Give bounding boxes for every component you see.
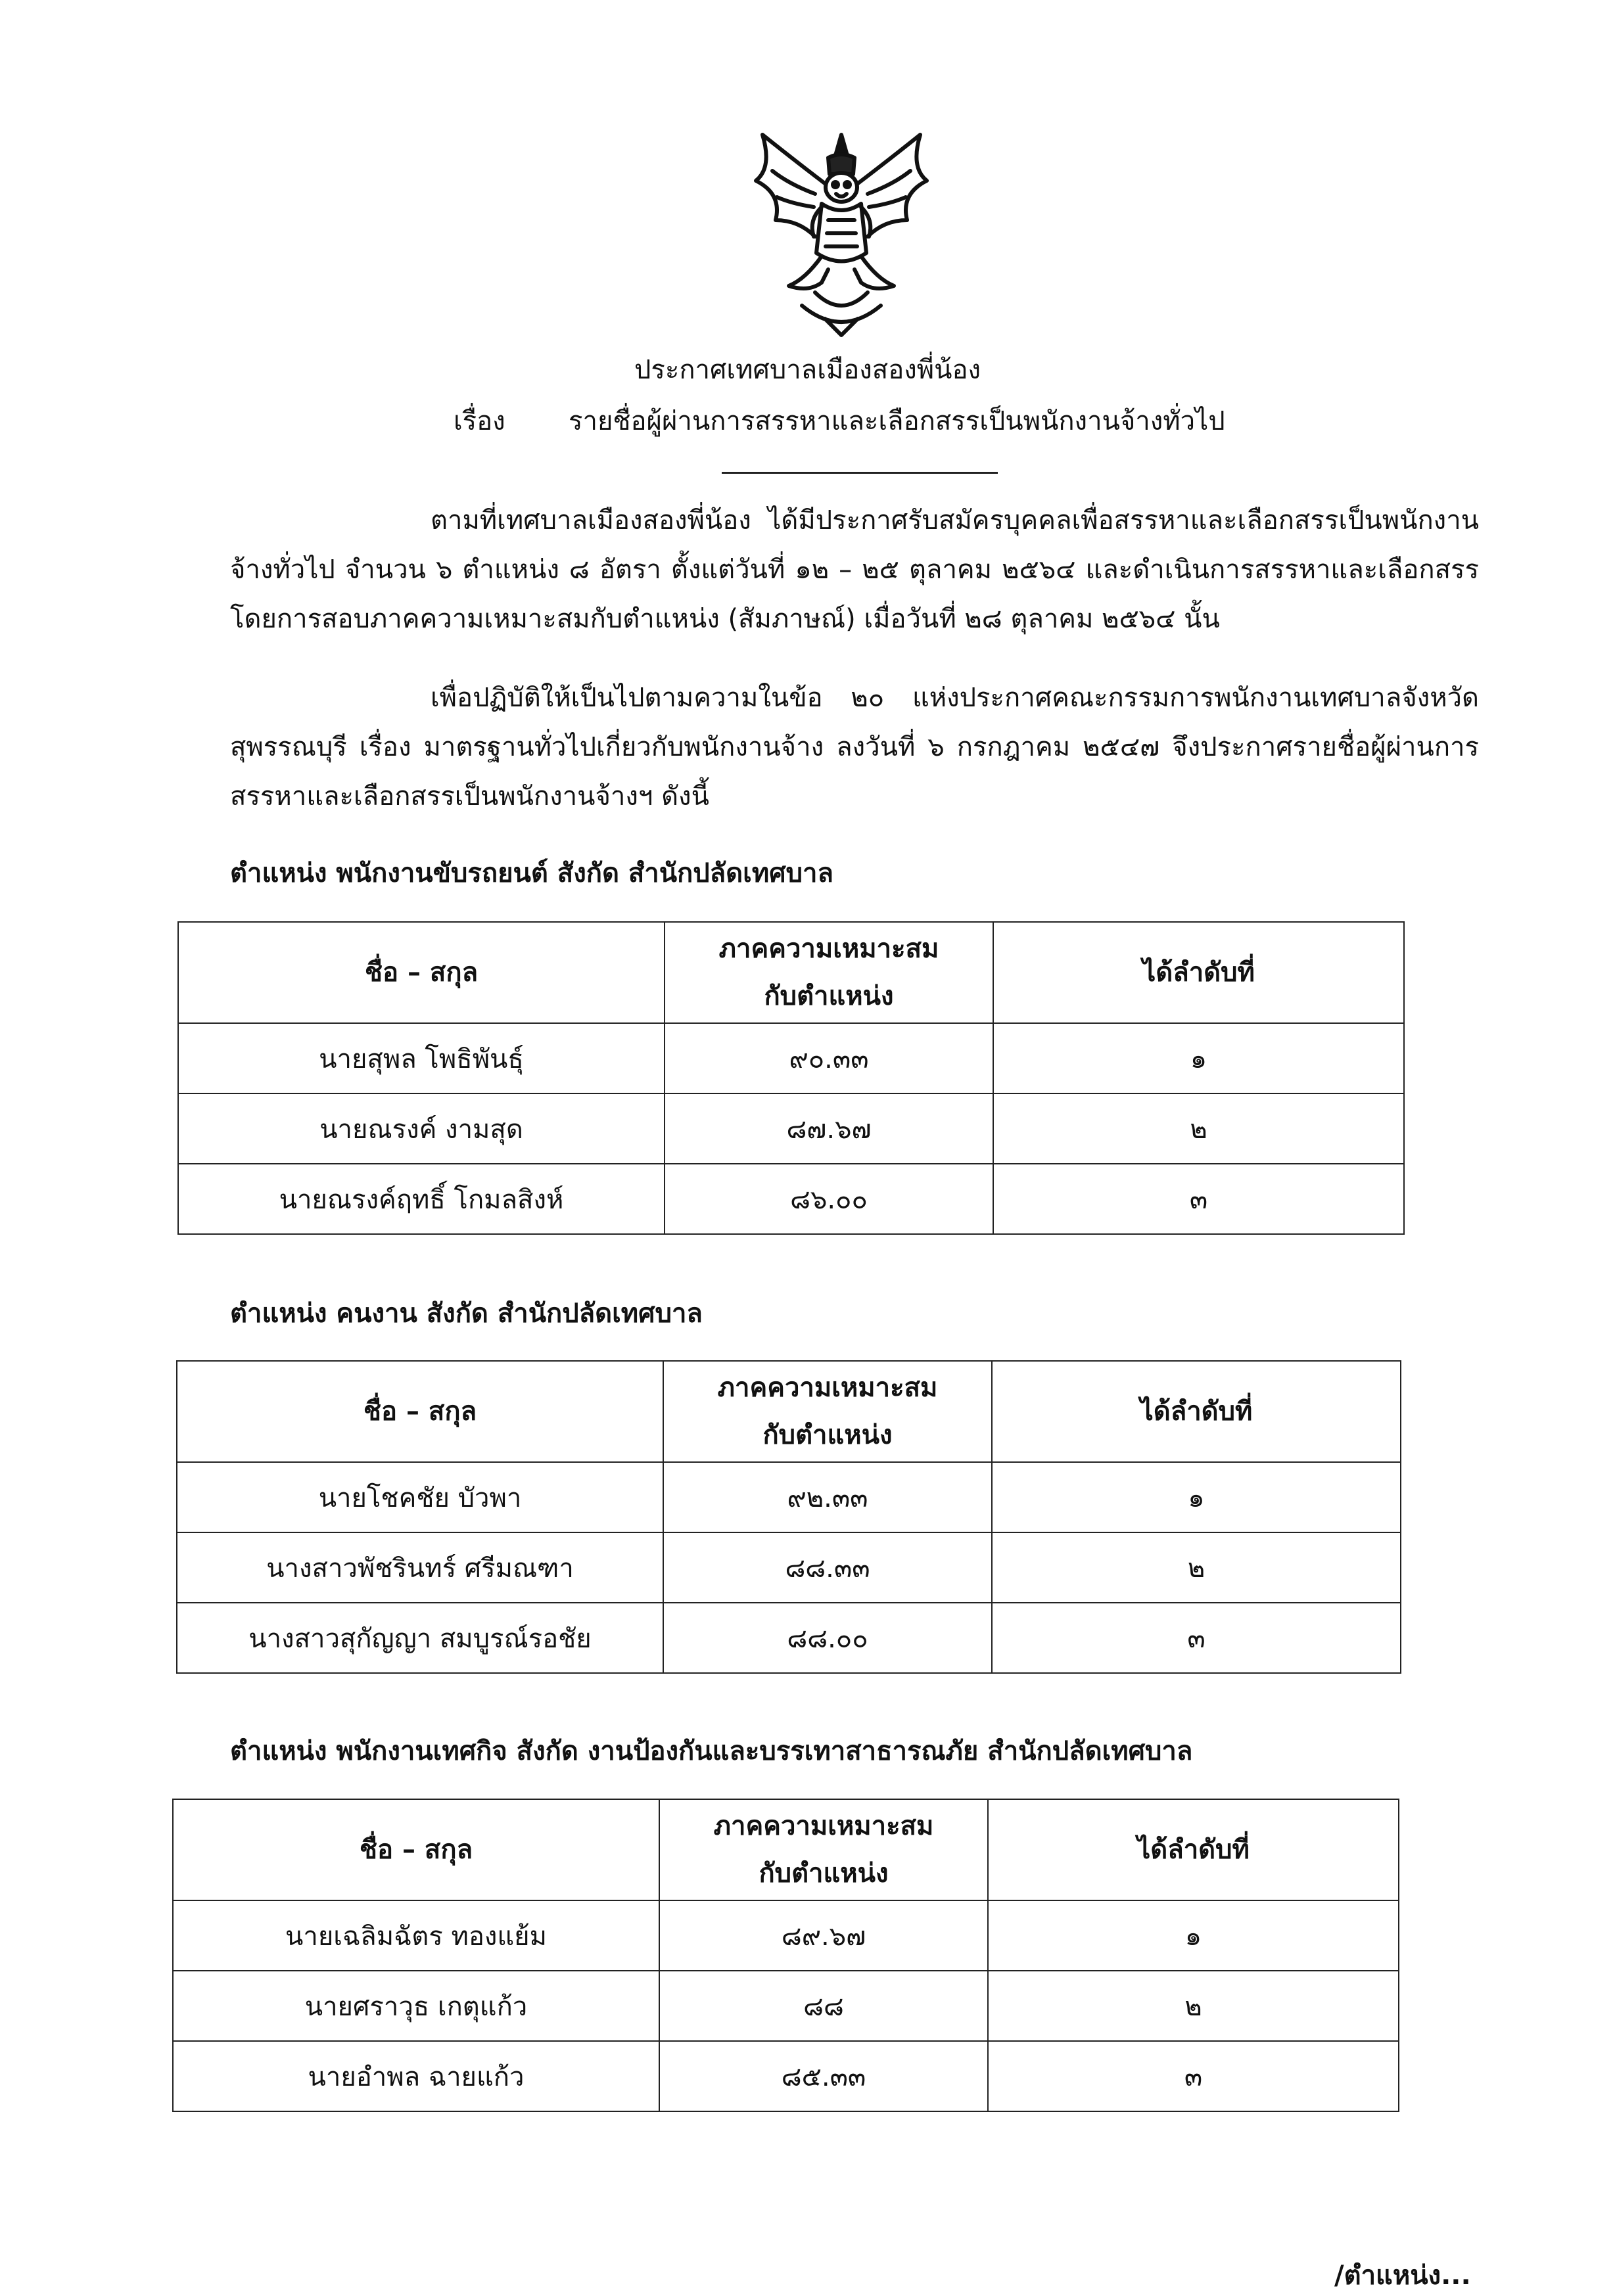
results-table [176, 1360, 1401, 1674]
cell-name: นายณรงค์ งามสุด [178, 1093, 665, 1164]
cell-score: ๘๗.๖๗ [665, 1093, 993, 1164]
cell-score: ๘๘.๐๐ [663, 1603, 992, 1673]
table-header-row [177, 1361, 1401, 1462]
cell-name: นางสาวพัชรินทร์ ศรีมณฑา [177, 1532, 663, 1603]
cell-rank: ๓ [992, 1603, 1401, 1673]
cell-rank: ๒ [993, 1093, 1404, 1164]
cell-name: นายศราวุธ เกตุแก้ว [173, 1971, 659, 2041]
header-name: ชื่อ – สกุล [178, 922, 665, 1023]
table-row [177, 1462, 1401, 1532]
announcement-title: ประกาศเทศบาลเมืองสองพี่น้อง [634, 355, 981, 385]
title-divider [722, 472, 998, 474]
cell-rank: ๒ [992, 1532, 1401, 1603]
garuda-emblem-icon [736, 122, 947, 345]
cell-score: ๘๘ [659, 1971, 988, 2041]
cell-score: ๘๙.๖๗ [659, 1900, 988, 1971]
cell-rank: ๑ [993, 1023, 1404, 1093]
table-header-row [178, 922, 1404, 1023]
header-name: ชื่อ – สกุล [173, 1799, 659, 1900]
table-row [178, 1093, 1404, 1164]
cell-name: นายเฉลิมฉัตร ทองแย้ม [173, 1900, 659, 1971]
cell-name: นายอำพล ฉายแก้ว [173, 2041, 659, 2111]
cell-score: ๙๒.๓๓ [663, 1462, 992, 1532]
cell-score: ๘๖.๐๐ [665, 1164, 993, 1234]
cell-score: ๙๐.๓๓ [665, 1023, 993, 1093]
table-row [177, 1603, 1401, 1673]
table-row [178, 1023, 1404, 1093]
table-header-row [173, 1799, 1399, 1900]
subject-text: รายชื่อผู้ผ่านการสรรหาและเลือกสรรเป็นพนักงานจ้างทั่วไป [569, 406, 1225, 436]
cell-rank: ๑ [988, 1900, 1399, 1971]
cell-name: นายณรงค์ฤทธิ์ โกมลสิงห์ [178, 1164, 665, 1234]
cell-rank: ๓ [988, 2041, 1399, 2111]
results-table [172, 1799, 1399, 2112]
paragraph-1 [230, 496, 1479, 644]
cell-name: นายสุพล โพธิพันธุ์ [178, 1023, 665, 1093]
section-heading: ตำแหน่ง พนักงานเทศกิจ สังกัด งานป้องกันและบรรเทาสาธารณภัย สำนักปลัดเทศบาล [230, 1736, 1193, 1766]
paragraph-1-text: ตามที่เทศบาลเมืองสองพี่น้อง ได้มีประกาศรับสมัครบุคคลเพื่อสรรหาและเลือกสรรเป็นพนักงานจ้างทั่วไป จำนวน ๖ ตำแหน่ง ๘ อัตรา ตั้งแต่วันที่ ๑๒ – ๒๕ ตุลาคม ๒๕๖๔ และดำเนินการสรรหาและเลือกสรรโดยการสอบภาคความเหมาะสมกับตำแหน่ง (สัมภาษณ์) เมื่อวันที่ ๒๘ ตุลาคม ๒๕๖๔ นั้น [230, 505, 1479, 634]
cell-score: ๘๘.๓๓ [663, 1532, 992, 1603]
cell-rank: ๓ [993, 1164, 1404, 1234]
header-score: ภาคความเหมาะสม กับตำแหน่ง [659, 1799, 988, 1900]
table-row [173, 1971, 1399, 2041]
results-table [177, 921, 1405, 1235]
cell-score: ๘๕.๓๓ [659, 2041, 988, 2111]
paragraph-2 [230, 674, 1479, 821]
table-row [178, 1164, 1404, 1234]
header-rank: ได้ลำดับที่ [992, 1361, 1401, 1462]
subject-label: เรื่อง [454, 406, 505, 436]
header-score: ภาคความเหมาะสม กับตำแหน่ง [663, 1361, 992, 1462]
section-heading: ตำแหน่ง คนงาน สังกัด สำนักปลัดเทศบาล [230, 1298, 703, 1329]
cell-rank: ๑ [992, 1462, 1401, 1532]
header-rank: ได้ลำดับที่ [993, 922, 1404, 1023]
table-row [173, 2041, 1399, 2111]
cell-rank: ๒ [988, 1971, 1399, 2041]
table-row [173, 1900, 1399, 1971]
cell-name: นายโชคชัย บัวพา [177, 1462, 663, 1532]
cell-name: นางสาวสุกัญญา สมบูรณ์รอชัย [177, 1603, 663, 1673]
section-heading: ตำแหน่ง พนักงานขับรถยนต์ สังกัด สำนักปลัดเทศบาล [230, 858, 833, 888]
header-rank: ได้ลำดับที่ [988, 1799, 1399, 1900]
subject-line [454, 400, 1225, 442]
header-name: ชื่อ – สกุล [177, 1361, 663, 1462]
table-row [177, 1532, 1401, 1603]
paragraph-2-text: เพื่อปฏิบัติให้เป็นไปตามความในข้อ ๒๐ แห่งประกาศคณะกรรมการพนักงานเทศบาลจังหวัดสุพรรณบุรี เรื่อง มาตรฐานทั่วไปเกี่ยวกับพนักงานจ้าง ลงวันที่ ๖ กรกฎาคม ๒๕๔๗ จึงประกาศรายชื่อผู้ผ่านการสรรหาและเลือกสรรเป็นพนักงานจ้างฯ ดังนี้ [230, 683, 1479, 812]
header-score: ภาคความเหมาะสม กับตำแหน่ง [665, 922, 993, 1023]
continued-footer: /ตำแหน่ง... [1334, 2261, 1471, 2291]
